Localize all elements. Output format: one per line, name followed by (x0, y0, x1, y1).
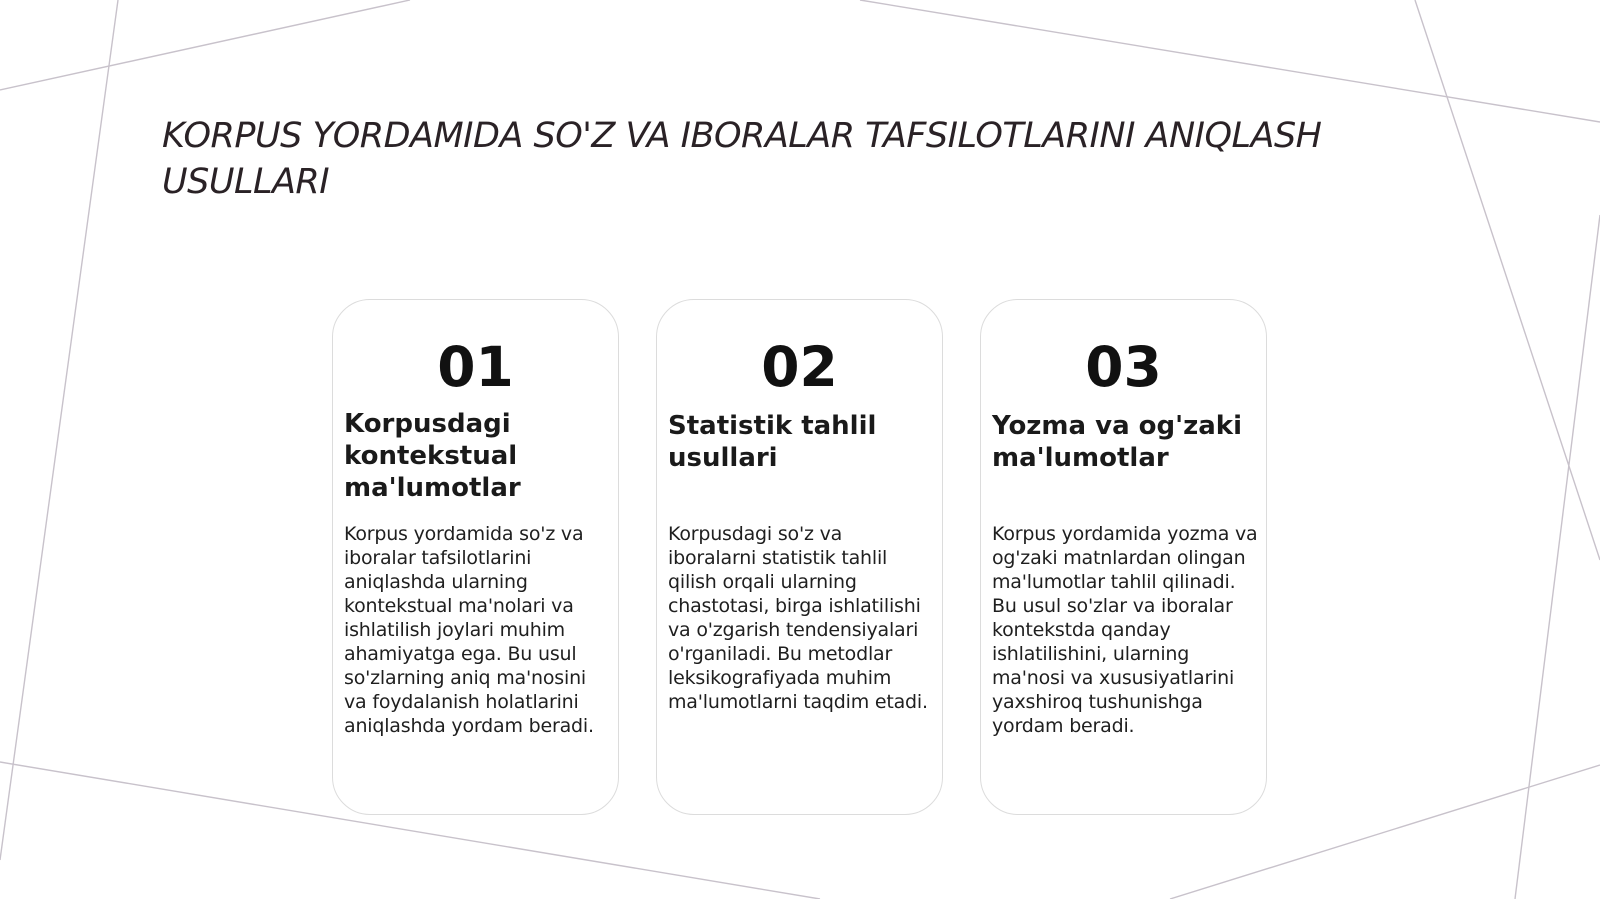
card-number: 02 (761, 335, 838, 399)
card-body: Korpus yordamida yozma va og'zaki matnlardan olingan ma'lumotlar tahlil qilinadi. Bu usul so'zlar va iboralar kontekstda qanday ishlatilishini, ularning ma'nosi va xususiyatlarini yaxshiroq tushunishga yordam beradi. (992, 523, 1258, 737)
method-card-2 (656, 299, 943, 815)
method-card-3 (980, 299, 1267, 815)
decor-line (1515, 215, 1600, 899)
card-heading: Korpusdagi kontekstual ma'lumotlar (344, 409, 521, 503)
page-title: KORPUS YORDAMIDA SO'Z VA IBORALAR TAFSILOTLARINI ANIQLASH USULLARI (162, 116, 1322, 202)
card-heading: Yozma va og'zaki ma'lumotlar (992, 411, 1242, 473)
card-body: Korpus yordamida so'z va iboralar tafsilotlarini aniqlashda ularning kontekstual ma'nolari va ishlatilish joylari muhim ahamiyatga ega. Bu usul so'zlarning aniq ma'nosini va foydalanish holatlarini aniqlashda yordam beradi. (344, 523, 594, 737)
card-number: 01 (437, 335, 514, 399)
card-number: 03 (1085, 335, 1162, 399)
decor-line (860, 0, 1600, 122)
method-card-1 (332, 299, 619, 815)
decor-line (0, 0, 118, 860)
decor-line (1415, 0, 1600, 560)
decor-line (0, 0, 410, 90)
card-heading: Statistik tahlil usullari (668, 411, 877, 473)
card-body: Korpusdagi so'z va iboralarni statistik tahlil qilish orqali ularning chastotasi, birga ishlatilishi va o'zgarish tendensiyalari o'rganiladi. Bu metodlar leksikografiyada muhim ma'lumotlarni taqdim etadi. (668, 523, 928, 713)
